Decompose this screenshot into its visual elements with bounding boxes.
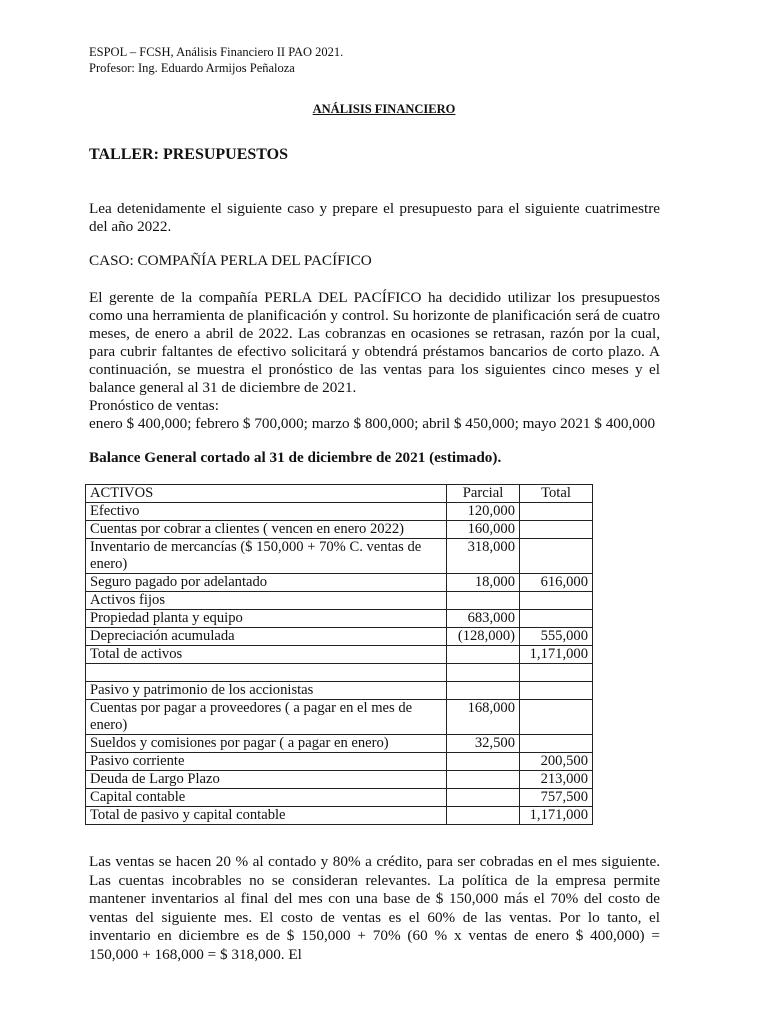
- balance-parcial-cell: 18,000: [447, 574, 520, 592]
- balance-parcial-cell: (128,000): [447, 628, 520, 646]
- balance-parcial-cell: 120,000: [447, 503, 520, 521]
- balance-row: [86, 521, 593, 539]
- balance-row: [86, 592, 593, 610]
- balance-account-cell: Efectivo: [86, 503, 447, 521]
- balance-account-cell: Pasivo corriente: [86, 753, 447, 771]
- balance-row: [86, 700, 593, 735]
- balance-parcial-cell: [447, 664, 520, 682]
- balance-row: [86, 771, 593, 789]
- balance-parcial-cell: [447, 682, 520, 700]
- balance-account-cell: Pasivo y patrimonio de los accionistas: [86, 682, 447, 700]
- forecast-values: enero $ 400,000; febrero $ 700,000; marzo $ 800,000; abril $ 450,000; mayo 2021 $ 400,000: [89, 415, 656, 432]
- balance-parcial-cell: [447, 789, 520, 807]
- balance-row: [86, 753, 593, 771]
- balance-row: [86, 539, 593, 574]
- balance-total-cell: [520, 682, 593, 700]
- balance-account-cell: [86, 664, 447, 682]
- balance-total-cell: [520, 592, 593, 610]
- balance-account-cell: Total de activos: [86, 646, 447, 664]
- balance-header-cell: Parcial: [447, 485, 520, 503]
- balance-total-cell: [520, 700, 593, 735]
- balance-account-cell: Sueldos y comisiones por pagar ( a pagar en enero): [86, 735, 447, 753]
- balance-row: [86, 646, 593, 664]
- balance-total-cell: [520, 521, 593, 539]
- balance-row: [86, 628, 593, 646]
- balance-total-cell: 200,500: [520, 753, 593, 771]
- balance-row: [86, 664, 593, 682]
- balance-header-cell: ACTIVOS: [86, 485, 447, 503]
- balance-row: [86, 735, 593, 753]
- balance-total-cell: [520, 664, 593, 682]
- balance-total-cell: 1,171,000: [520, 807, 593, 825]
- header-course-line: ESPOL – FCSH, Análisis Financiero II PAO 2021.: [89, 45, 344, 59]
- balance-header-cell: Total: [520, 485, 593, 503]
- balance-account-cell: Deuda de Largo Plazo: [86, 771, 447, 789]
- balance-total-cell: [520, 539, 593, 574]
- document-title: ANÁLISIS FINANCIERO: [312, 102, 456, 116]
- balance-row: [86, 682, 593, 700]
- balance-total-cell: [520, 610, 593, 628]
- case-paragraph-text: El gerente de la compañía PERLA DEL PACÍFICO ha decidido utilizar los presupuestos como una herramienta de planificación y control. Su horizonte de planificación será de cuatro meses, de enero a abril de 2022. Las cobranzas en ocasiones se retrasan, razón por la cual, para cubrir faltantes de efectivo solicitará y obtendrá préstamos bancarios de corto plazo. A continuación, se muestra el pronóstico de las ventas para los siguientes cinco meses y el balance general al 31 de diciembre de 2021.: [89, 289, 660, 396]
- balance-account-cell: Depreciación acumulada: [86, 628, 447, 646]
- balance-parcial-cell: [447, 753, 520, 771]
- balance-row: [86, 807, 593, 825]
- balance-total-cell: 213,000: [520, 771, 593, 789]
- balance-row: [86, 503, 593, 521]
- balance-account-cell: Activos fijos: [86, 592, 447, 610]
- balance-parcial-cell: 32,500: [447, 735, 520, 753]
- balance-total-cell: 555,000: [520, 628, 593, 646]
- intro-paragraph: Lea detenidamente el siguiente caso y prepare el presupuesto para el siguiente cuatrimestre del año 2022.: [89, 200, 660, 235]
- balance-row: [86, 789, 593, 807]
- document-header: [89, 44, 343, 76]
- balance-title: Balance General cortado al 31 de diciembre de 2021 (estimado).: [89, 449, 502, 466]
- balance-total-cell: [520, 503, 593, 521]
- taller-title: TALLER: PRESUPUESTOS: [89, 146, 289, 163]
- balance-account-cell: Capital contable: [86, 789, 447, 807]
- balance-account-cell: Inventario de mercancías ($ 150,000 + 70% C. ventas de enero): [86, 539, 447, 574]
- balance-account-cell: Cuentas por cobrar a clientes ( vencen en enero 2022): [86, 521, 447, 539]
- balance-row: [86, 610, 593, 628]
- balance-parcial-cell: 683,000: [447, 610, 520, 628]
- case-paragraph: [89, 289, 660, 433]
- header-professor-line: Profesor: Ing. Eduardo Armijos Peñaloza: [89, 61, 295, 75]
- balance-account-cell: Seguro pagado por adelantado: [86, 574, 447, 592]
- balance-parcial-cell: 160,000: [447, 521, 520, 539]
- balance-table: [85, 484, 593, 825]
- forecast-label: Pronóstico de ventas:: [89, 397, 219, 414]
- balance-header-row: [86, 485, 593, 503]
- balance-account-cell: Propiedad planta y equipo: [86, 610, 447, 628]
- balance-total-cell: 1,171,000: [520, 646, 593, 664]
- balance-parcial-cell: [447, 646, 520, 664]
- balance-parcial-cell: [447, 807, 520, 825]
- balance-account-cell: Cuentas por pagar a proveedores ( a pagar en el mes de enero): [86, 700, 447, 735]
- balance-account-cell: Total de pasivo y capital contable: [86, 807, 447, 825]
- balance-total-cell: 616,000: [520, 574, 593, 592]
- balance-parcial-cell: 168,000: [447, 700, 520, 735]
- balance-parcial-cell: [447, 771, 520, 789]
- balance-parcial-cell: 318,000: [447, 539, 520, 574]
- balance-total-cell: 757,500: [520, 789, 593, 807]
- case-title: CASO: COMPAÑÍA PERLA DEL PACÍFICO: [89, 252, 372, 269]
- balance-row: [86, 574, 593, 592]
- balance-parcial-cell: [447, 592, 520, 610]
- closing-paragraph: Las ventas se hacen 20 % al contado y 80% a crédito, para ser cobradas en el mes siguiente. Las cuentas incobrables no se consideran relevantes. La política de la empresa permite mantener inventarios al final del mes con una base de $ 150,000 más el 70% del costo de ventas del siguiente mes. El costo de ventas es el 60% de las ventas. Por lo tanto, el inventario en diciembre es de $ 150,000 + 70% (60 % x ventas de enero $ 400,000) = 150,000 + 168,000 = $ 318,000. El: [89, 853, 660, 963]
- balance-total-cell: [520, 735, 593, 753]
